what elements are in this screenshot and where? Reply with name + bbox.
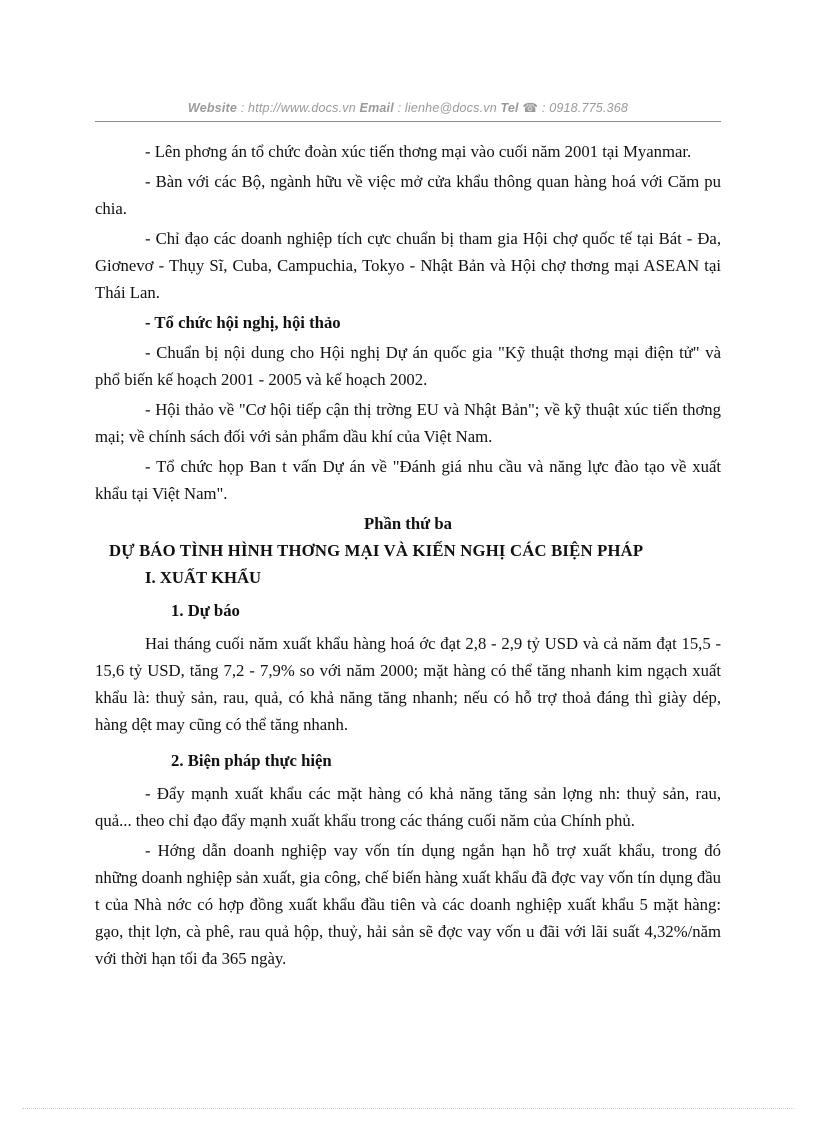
paragraph-trade-fairs: - Chỉ đạo các doanh nghiệp tích cực chuẩn bị tham gia Hội chợ quốc tế tại Bát - Đa, Giơnevơ - Thụy Sĩ, Cuba, Campuchia, Tokyo - Nhật Bản và Hội chợ thơng mại ASEAN tại Thái Lan. (95, 229, 721, 302)
subheading-measures: 2. Biện pháp thực hiện (171, 751, 332, 770)
section-heading-export: I. XUẤT KHẨU (145, 568, 262, 587)
paragraph-cambodia: - Bàn với các Bộ, ngành hữu về việc mở cửa khẩu thông quan hàng hoá với Căm pu chia. (95, 172, 721, 218)
tel-value: : 0918.775.368 (538, 101, 629, 115)
website-value[interactable]: : http://www.docs.vn (237, 101, 360, 115)
heading-conferences: - Tổ chức hội nghị, hội thảo (145, 313, 341, 332)
footer-divider (22, 1108, 794, 1109)
tel-label: Tel ☎ (500, 101, 539, 115)
paragraph-myanmar: - Lên phơng án tổ chức đoàn xúc tiến thơng mại vào cuối năm 2001 tại Myanmar. (145, 142, 692, 161)
document-body (95, 138, 721, 975)
email-value[interactable]: : lienhe@docs.vn (393, 101, 501, 115)
website-label: Website (187, 101, 238, 115)
paragraph-forecast: Hai tháng cuối năm xuất khẩu hàng hoá ớc đạt 2,8 - 2,9 tỷ USD và cả năm đạt 15,5 - 15,6 tỷ USD, tăng 7,2 - 7,9% so với năm 2000; mặt hàng có thể tăng nhanh kim ngạch xuất khẩu là: thuỷ sản, rau, quả, có khả năng tăng nhanh; nếu có hỗ trợ thoả đáng thì giày dép, hàng dệt may cũng có thể tăng nhanh. (95, 634, 721, 734)
part-title: DỰ BÁO TÌNH HÌNH THƠNG MẠI VÀ KIẾN NGHỊ CÁC BIỆN PHÁP (109, 541, 644, 560)
email-label: Email (359, 101, 394, 115)
subheading-forecast: 1. Dự báo (171, 601, 240, 620)
paragraph-ecommerce-conference: - Chuẩn bị nội dung cho Hội nghị Dự án quốc gia "Kỹ thuật thơng mại điện tử" và phổ biến kế hoạch 2001 - 2005 và kế hoạch 2002. (95, 343, 721, 389)
header-divider (95, 121, 721, 122)
paragraph-advisory-board: - Tổ chức họp Ban t vấn Dự án về "Đánh giá nhu cầu và năng lực đào tạo về xuất khẩu tại Việt Nam". (95, 457, 721, 503)
page-header (95, 100, 721, 115)
part-label: Phần thứ ba (364, 514, 452, 533)
paragraph-measure-1: - Đẩy mạnh xuất khẩu các mặt hàng có khả năng tăng sản lợng nh: thuỷ sản, rau, quả... theo chỉ đạo đẩy mạnh xuất khẩu trong các tháng cuối năm của Chính phủ. (95, 784, 721, 830)
paragraph-measure-2: - Hớng dẫn doanh nghiệp vay vốn tín dụng ngắn hạn hỗ trợ xuất khẩu, trong đó những doanh nghiệp sản xuất, gia công, chế biến hàng xuất khẩu đã đợc vay vốn tín dụng đầu t của Nhà nớc có hợp đồng xuất khẩu đầu tiên và các doanh nghiệp xuất khẩu 5 mặt hàng: gạo, thịt lợn, cà phê, rau quả hộp, thuỷ, hải sản sẽ đợc vay vốn u đãi với lãi suất 4,32%/năm với thời hạn tối đa 365 ngày. (95, 841, 721, 968)
paragraph-workshop: - Hội thảo về "Cơ hội tiếp cận thị trờng EU và Nhật Bản"; về kỹ thuật xúc tiến thơng mại; về chính sách đối với sản phẩm dầu khí của Việt Nam. (95, 400, 721, 446)
